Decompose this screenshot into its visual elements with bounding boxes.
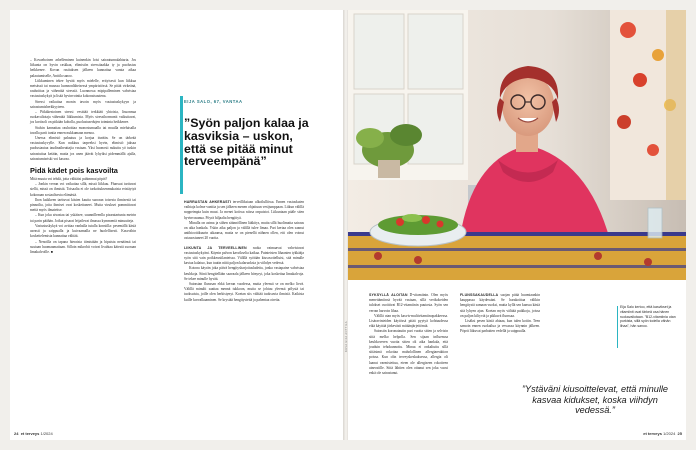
page-number: 24: [14, 431, 19, 436]
issue: 1/2024: [40, 431, 53, 436]
interview-column-right-1: [369, 293, 448, 376]
paragraph: Sairastan flunssan ehkä kerran vuodessa, mutta yleensä se on melko lievä. Välillä minulti saattaa mennä tukkoon, mutta se johtuu yleensä pölystä tai tuoksuista, joille olen herkistynyt. Koetan siis välttää tuoksuvia ihmisiä. Kaikista kuille korvalkaaminen. Se krystää hengitysteitä ja pahentaa oireita.: [184, 282, 304, 302]
paragraph: [184, 200, 304, 221]
headline-quote: ”Syön paljon kalaa ja kasviksia – uskon, että se pitää minut terveempänä”: [184, 116, 309, 169]
paragraph: Unessa elimistö palautuu ja korjaa itseään. Se on tärkeää vastustuskyvylle. Kun nukkuu tarpeeksi hyvin, elimistö jaksaa puolustautua taudinaiheuttajia vastaan. Yksi huonosti nukuttu yö tuskin sairastuttaa ketään, mutta jos unen jäävät lyhyiksi pidemmällä ajalla, sairastumisriski voi kasvaa.: [30, 136, 136, 161]
page-number: 25: [677, 431, 682, 436]
magazine-name: et terveys: [643, 431, 662, 436]
paragraph: Kotona käyrän joka päivä hengitysharjoitusladetta, jonka vastapaine vahvistaa keuhkoja. Siinä hengitellään saavaala jälkeen hönyryt, joka koskettaa limakalvoja. Se tekee minulle hyvää.: [184, 266, 304, 281]
magazine-name: et terveys: [20, 431, 40, 436]
issue: 1/2024: [663, 431, 676, 436]
paragraph: Stalsin kannattaa rauhoittaa monostumaalla tai muulla mieluisalla tavalla parit tuntia ennen nukkumaan menoa.: [30, 125, 136, 135]
paragraph: Minulla on astma ja siihen säännöllinen lääkitys, mutta sillä huolimatta sairaus on aika hankala. Yskin aika paljon ja välillä tulee limaa. Pari kertaa olen saanut antibioottikuurin aikaansa, mutta se on pienellä nähnen ollen, etti olen voinut ostauostuneet 20 vuotta.: [184, 220, 304, 241]
paragraph: [184, 246, 304, 267]
caption-accent-bar: [617, 306, 618, 348]
paragraph: – Nenoilla on tapana hieraista tiimistään ja hipaista nenäänsä tai suutaan huomaamattaan. Silloin mikrobit voivat livahtaa kätestä suoraan limakalvoille. ■: [30, 239, 136, 254]
paragraph: [369, 293, 448, 314]
paragraph-text: D-vitamiinin. Olen myös menettämiinsä hyvää vastaan, sillä verikokeiden tulokset osoittivat B12-vitamiinin puutosta. Syön sen verran harvoin lihaa.: [369, 293, 448, 313]
lead-in: LIIKUNTA JA TERVEELLINEN: [184, 245, 247, 250]
paragraph: Ihon kaikkeen tarttuvat käsien kautta suoraan toisesta ihmisestä tai pinnoilta, joita ihmiset ovat koskettaneet. Mutta virukset pommittavat meitä myös ilmateitse.: [30, 197, 136, 213]
paragraph: – Kun joku aivastaa tai yskäisee, suunnilleenlla pisaratartunta metrin tai parin päähän. Jotkut pisarat leijailevat ilmassa kymmeniä minuutteja.: [30, 213, 136, 223]
photo-illustration: [348, 10, 686, 280]
folio-right: [643, 431, 682, 436]
paragraph-text: ruoka vaimaavat vahvistavat vastustuskykyäni. Käynin palvon kasvikselia kaikaa. Puinteisten lihaanien tykkääja syön sitä vain poikkeustilanteissa. Välillä syötään kiusosottelluist, sitä minulle kavtaa kalatuo, kun tuutin niitä paljon kalaruoksia ja viihdyn vedessä.: [184, 245, 304, 266]
paragraph-text: suojan pitää huomiaankin kauppassa käydessäni. Se harakoittaa välikin hengitystä samaan vuoksi, mutta kyllä sen kanssa käsiä sitä lyhyen ajan. Koetan myös välttää paikkoja, joissa on paljon kiltyviä ja pikkuvä flunssaa.: [460, 293, 540, 318]
paragraph: – Kovaehoinen arhelleminen kuinenkin loisi sairaatunnalahtarta. Jos liikunta on hyvin raskkaa, elimistön stressitaakka ty ja puolustus heikkenee. Kovan rasituksen jälkeen kannattaa varata aikaa palautumiselle, Anttila sanoo.: [30, 58, 136, 78]
portrait-photo: [348, 10, 686, 280]
paragraph: Mitä muuta voi tehdä, jotta välttäisi pahimmat pöpöt?: [30, 177, 108, 182]
article-column-1: [30, 58, 136, 255]
photo-caption: Eija Salo kertoo, että kasvikset ja vitamiinit ovat tärkeä osa hänen ruokavaliotaan. ”B12-vitamiinia otan purkista, sillä syön todella vähän lihaa”, hän sanoo.: [620, 305, 676, 329]
lead-in: HARRASTAN AHKERASTI: [184, 200, 232, 204]
paragraph: – Jonkin verran voi vaikuttaa sillä, missä liikkuu. Flunssat tarttuvat siellä, missä on ihmisiä. Toisaalta ei ole tarkoituksenmukaista eristäytyä kokonaan sosiaalisesta elämästä.: [30, 182, 136, 197]
paragraph: Lisäksi pesen käsiä ahtaaa, kun tulen kotiin. Teen samoin ennen ruokailua ja vessassa käynnin jälkeen. Pöprit liikuvat parhaiten vedellä ja saippualla.: [460, 319, 540, 334]
paragraph: Sairastin koronatautin pari vuotta sitten ja selvisin siitä melko helpolla. Sen sijaan influenssa keuhkoveren vuotta sitten oli aika hankala, että jouduin tehokunnottu. Minua ei onkaltuttu sillä siitäsimä rokottaa maholollinen allergiareaktion poissa. Kun olin terveyskeskuksessa, allergia oli laanut varmistettua, eteen ole allergiseen rokotteen aineosiille. Siitä lähtien olen ottanut sen joka vuosi enkä ole sairastanut.: [369, 329, 448, 376]
paragraph: Vastustuskykyä voi avittaa vanhalla tutulla konstilla: pesemällä käsiä useasti ja saippualla ja kuivaamalla ne huolellisesti. Kasvoihin koskettelemista kannattaa välttää.: [30, 223, 136, 239]
accent-bar: [180, 96, 183, 194]
paragraph: – Pitkäkestoinen stressi vesittää terkkiäti yhtoisia, lisuonnua ruokavaliotaja vähentää liikkumista. Myös stressihormonit vaikuttavat, jos kortisoli on pitkään koholla, puolustusedujen toiminta heikkenee.: [30, 110, 136, 125]
paragraph: [460, 293, 540, 319]
paragraph: Stressi vaikuttaa monin tavoin myös vastustuskykyyn ja sairastumisherkkyyteen.: [30, 99, 136, 109]
subheading: Pidä kädet pois kasvoilta: [30, 166, 118, 176]
paragraph-text: terveilliksiaan ulkoilulliissa. Ennen vastuskuten vaihtaja kolme vanttia ja sen jälkeen menen ohjattuun vesijumppaan. Liikun välillä noppeimpia kuin muut. Ja menet kotissa niissa onpuistot. Liikuntaan pääle siten hyvinvasanua. Pöyrä hiljaalta hengittyä.: [184, 200, 304, 220]
interview-column-right-2: [460, 293, 540, 335]
interviewee-tag: EIJA SALO, 67, VANTAA: [184, 99, 243, 104]
paragraph: Välillä otan myös kasvis-multivitamiinopakkeessa. Lisäravinteiden käytössä pitää pyytyä kohtuudessa eikä käyttää järkevästi mitäänjärjettömiä.: [369, 313, 448, 329]
photo-credit: KUVA EIJA ANTTILA: [345, 321, 348, 352]
pull-quote: ”Ystäväni kiusoittelevat, että minulle kasvaa kidukset, koska viihdyn vedessä.”: [521, 384, 669, 416]
lead-in: SYKSYLLÄ ALOITAN: [369, 293, 408, 297]
paragraph: Liikkuminen tekee hyvää myös mielelle, erityisesti kun liikkua metsässä tai muussa luonnonläheisessä ympäristössä. Se pitää virkeänä, rauhoittaa ja vähentää stressiä. Luonnossa mipipalleminen vahvistaa vastustuskykyä ja lisää hyvinvointia kokonaisuutena.: [30, 78, 136, 99]
folio-left: [14, 431, 53, 436]
lead-in: FLUNSSAKAUDELLA: [460, 293, 499, 297]
interview-column: [184, 200, 304, 303]
